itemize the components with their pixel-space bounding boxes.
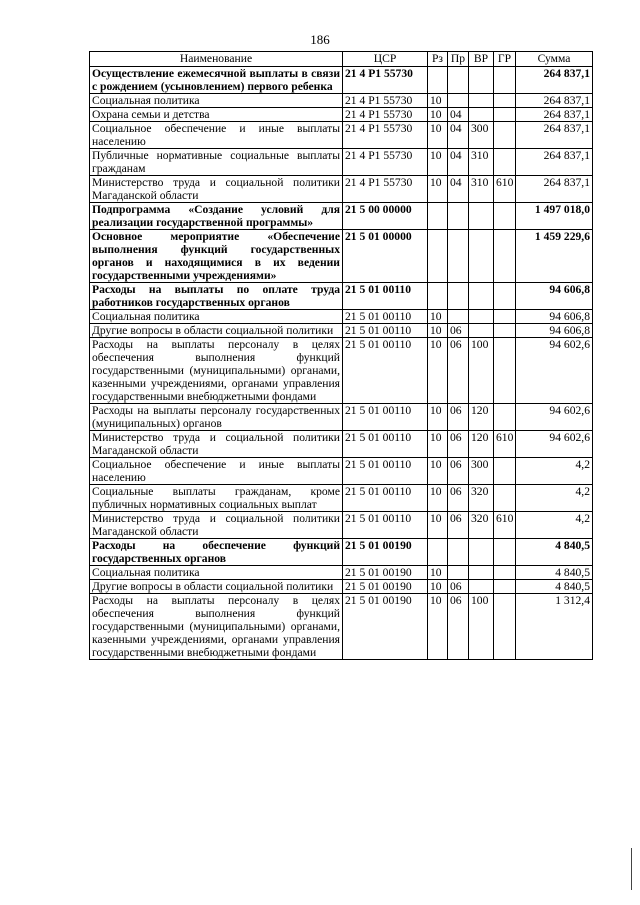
cell-name: Министерство труда и социальной политики Магаданской области: [90, 431, 343, 458]
cell-csr: 21 4 P1 55730: [343, 108, 428, 122]
table-row: [90, 485, 593, 512]
cell-vr: 100: [469, 338, 494, 404]
cell-pr: 06: [448, 512, 469, 539]
cell-gr: [494, 485, 516, 512]
cell-rz: 10: [428, 594, 448, 660]
cell-csr: 21 5 01 00110: [343, 404, 428, 431]
cell-vr: 300: [469, 122, 494, 149]
cell-pr: [448, 566, 469, 580]
cell-gr: [494, 94, 516, 108]
cell-sum: 4,2: [516, 485, 593, 512]
cell-rz: [428, 539, 448, 566]
cell-gr: [494, 310, 516, 324]
cell-name: Социальная политика: [90, 94, 343, 108]
cell-pr: [448, 67, 469, 94]
cell-sum: 4 840,5: [516, 539, 593, 566]
table-row: [90, 310, 593, 324]
cell-csr: 21 5 01 00190: [343, 594, 428, 660]
column-header-name: Наименование: [90, 52, 343, 67]
margin-scan-mark: [631, 848, 632, 890]
cell-gr: [494, 539, 516, 566]
cell-sum: 4 840,5: [516, 566, 593, 580]
table-row: [90, 566, 593, 580]
table-row: [90, 149, 593, 176]
table-row: [90, 431, 593, 458]
cell-gr: [494, 324, 516, 338]
cell-pr: 06: [448, 458, 469, 485]
cell-pr: [448, 539, 469, 566]
cell-name: Министерство труда и социальной политики Магаданской области: [90, 176, 343, 203]
cell-rz: [428, 67, 448, 94]
cell-vr: [469, 67, 494, 94]
cell-gr: [494, 149, 516, 176]
cell-vr: [469, 94, 494, 108]
cell-name: Социальное обеспечение и иные выплаты населению: [90, 122, 343, 149]
cell-sum: 94 602,6: [516, 338, 593, 404]
cell-name: Основное мероприятие «Обеспечение выполнения функций государственных органов и находящимися в их ведении государственными учреждениями»: [90, 230, 343, 283]
cell-sum: 94 606,8: [516, 283, 593, 310]
cell-name: Социальная политика: [90, 566, 343, 580]
cell-rz: 10: [428, 458, 448, 485]
cell-name: Социальные выплаты гражданам, кроме публичных нормативных социальных выплат: [90, 485, 343, 512]
cell-sum: 4,2: [516, 458, 593, 485]
cell-gr: [494, 67, 516, 94]
cell-name: Подпрограмма «Создание условий для реализации государственной программы»: [90, 203, 343, 230]
cell-pr: 04: [448, 176, 469, 203]
cell-pr: 06: [448, 580, 469, 594]
cell-vr: [469, 580, 494, 594]
cell-rz: 10: [428, 149, 448, 176]
cell-csr: 21 4 P1 55730: [343, 176, 428, 203]
cell-rz: 10: [428, 485, 448, 512]
cell-sum: 1 459 229,6: [516, 230, 593, 283]
cell-vr: 300: [469, 458, 494, 485]
cell-vr: [469, 203, 494, 230]
cell-vr: 320: [469, 485, 494, 512]
cell-name: Социальное обеспечение и иные выплаты населению: [90, 458, 343, 485]
cell-vr: 310: [469, 149, 494, 176]
column-header-rz: Рз: [428, 52, 448, 67]
cell-rz: 10: [428, 94, 448, 108]
cell-vr: [469, 283, 494, 310]
cell-sum: 264 837,1: [516, 108, 593, 122]
cell-name: Другие вопросы в области социальной политики: [90, 324, 343, 338]
cell-csr: 21 5 01 00110: [343, 283, 428, 310]
column-header-gr: ГР: [494, 52, 516, 67]
cell-csr: 21 5 01 00110: [343, 431, 428, 458]
cell-pr: 04: [448, 149, 469, 176]
cell-rz: 10: [428, 580, 448, 594]
table-row: [90, 203, 593, 230]
cell-pr: 06: [448, 431, 469, 458]
cell-sum: 94 602,6: [516, 404, 593, 431]
cell-sum: 94 606,8: [516, 324, 593, 338]
cell-csr: 21 5 01 00110: [343, 512, 428, 539]
table-row: [90, 580, 593, 594]
cell-vr: [469, 230, 494, 283]
cell-gr: [494, 458, 516, 485]
cell-gr: [494, 122, 516, 149]
cell-rz: 10: [428, 338, 448, 404]
cell-sum: 1 312,4: [516, 594, 593, 660]
cell-csr: 21 5 01 00110: [343, 338, 428, 404]
table-row: [90, 122, 593, 149]
cell-name: Министерство труда и социальной политики Магаданской области: [90, 512, 343, 539]
cell-pr: [448, 310, 469, 324]
cell-name: Расходы на выплаты персоналу государственных (муниципальных) органов: [90, 404, 343, 431]
cell-csr: 21 4 P1 55730: [343, 149, 428, 176]
cell-gr: [494, 404, 516, 431]
cell-gr: 610: [494, 512, 516, 539]
table-row: [90, 230, 593, 283]
table-row: [90, 458, 593, 485]
cell-csr: 21 5 01 00110: [343, 324, 428, 338]
cell-sum: 264 837,1: [516, 176, 593, 203]
cell-pr: [448, 94, 469, 108]
cell-csr: 21 4 P1 55730: [343, 122, 428, 149]
cell-rz: [428, 283, 448, 310]
cell-rz: 10: [428, 108, 448, 122]
table-row: [90, 283, 593, 310]
cell-csr: 21 4 P1 55730: [343, 67, 428, 94]
cell-pr: 06: [448, 485, 469, 512]
cell-name: Публичные нормативные социальные выплаты гражданам: [90, 149, 343, 176]
cell-name: Другие вопросы в области социальной политики: [90, 580, 343, 594]
cell-vr: 100: [469, 594, 494, 660]
cell-sum: 4,2: [516, 512, 593, 539]
cell-csr: 21 5 01 00190: [343, 566, 428, 580]
cell-pr: 04: [448, 108, 469, 122]
column-header-pr: Пр: [448, 52, 469, 67]
cell-vr: 120: [469, 431, 494, 458]
table-row: [90, 404, 593, 431]
table-row: [90, 67, 593, 94]
cell-gr: [494, 594, 516, 660]
cell-name: Расходы на выплаты персоналу в целях обеспечения выполнения функций государственными (муниципальными) органами, казенными учреждениями, органами управления государственными внебюджетными фондами: [90, 338, 343, 404]
cell-gr: [494, 230, 516, 283]
table-row: [90, 338, 593, 404]
cell-rz: [428, 230, 448, 283]
cell-csr: 21 5 01 00190: [343, 539, 428, 566]
table-body: [90, 67, 593, 660]
cell-gr: 610: [494, 431, 516, 458]
cell-name: Социальная политика: [90, 310, 343, 324]
cell-rz: 10: [428, 404, 448, 431]
cell-rz: 10: [428, 431, 448, 458]
cell-vr: 310: [469, 176, 494, 203]
cell-vr: 120: [469, 404, 494, 431]
cell-csr: 21 4 P1 55730: [343, 94, 428, 108]
cell-gr: [494, 566, 516, 580]
cell-gr: 610: [494, 176, 516, 203]
cell-csr: 21 5 00 00000: [343, 203, 428, 230]
cell-vr: [469, 566, 494, 580]
column-header-csr: ЦСР: [343, 52, 428, 67]
cell-pr: 04: [448, 122, 469, 149]
cell-csr: 21 5 01 00110: [343, 485, 428, 512]
cell-pr: 06: [448, 594, 469, 660]
cell-gr: [494, 338, 516, 404]
cell-vr: [469, 108, 494, 122]
cell-rz: [428, 203, 448, 230]
table-header-row: [90, 52, 593, 67]
column-header-sum: Сумма: [516, 52, 593, 67]
table-row: [90, 324, 593, 338]
cell-name: Расходы на выплаты по оплате труда работников государственных органов: [90, 283, 343, 310]
cell-rz: 10: [428, 324, 448, 338]
cell-sum: 264 837,1: [516, 149, 593, 176]
cell-sum: 264 837,1: [516, 67, 593, 94]
column-header-vr: ВР: [469, 52, 494, 67]
table-row: [90, 594, 593, 660]
table-row: [90, 539, 593, 566]
cell-sum: 1 497 018,0: [516, 203, 593, 230]
cell-pr: [448, 230, 469, 283]
cell-pr: [448, 283, 469, 310]
cell-sum: 94 602,6: [516, 431, 593, 458]
cell-vr: 320: [469, 512, 494, 539]
cell-rz: 10: [428, 310, 448, 324]
cell-pr: 06: [448, 404, 469, 431]
cell-name: Осуществление ежемесячной выплаты в связи с рождением (усыновлением) первого ребенка: [90, 67, 343, 94]
cell-name: Расходы на выплаты персоналу в целях обеспечения выполнения функций государственными (муниципальными) органами, казенными учреждениями, органами управления государственными внебюджетными фондами: [90, 594, 343, 660]
table-row: [90, 94, 593, 108]
cell-gr: [494, 580, 516, 594]
cell-vr: [469, 539, 494, 566]
table-row: [90, 108, 593, 122]
cell-sum: 264 837,1: [516, 122, 593, 149]
cell-rz: 10: [428, 122, 448, 149]
cell-rz: 10: [428, 176, 448, 203]
cell-vr: [469, 324, 494, 338]
cell-name: Расходы на обеспечение функций государственных органов: [90, 539, 343, 566]
cell-csr: 21 5 01 00000: [343, 230, 428, 283]
cell-sum: 264 837,1: [516, 94, 593, 108]
budget-table: [89, 51, 593, 660]
page-number: 186: [310, 32, 330, 47]
cell-vr: [469, 310, 494, 324]
cell-csr: 21 5 01 00110: [343, 310, 428, 324]
cell-rz: 10: [428, 512, 448, 539]
cell-pr: 06: [448, 338, 469, 404]
cell-gr: [494, 283, 516, 310]
cell-gr: [494, 108, 516, 122]
cell-sum: 4 840,5: [516, 580, 593, 594]
cell-csr: 21 5 01 00190: [343, 580, 428, 594]
table-row: [90, 176, 593, 203]
cell-pr: 06: [448, 324, 469, 338]
cell-pr: [448, 203, 469, 230]
table-row: [90, 512, 593, 539]
cell-csr: 21 5 01 00110: [343, 458, 428, 485]
cell-name: Охрана семьи и детства: [90, 108, 343, 122]
cell-gr: [494, 203, 516, 230]
cell-rz: 10: [428, 566, 448, 580]
cell-sum: 94 606,8: [516, 310, 593, 324]
